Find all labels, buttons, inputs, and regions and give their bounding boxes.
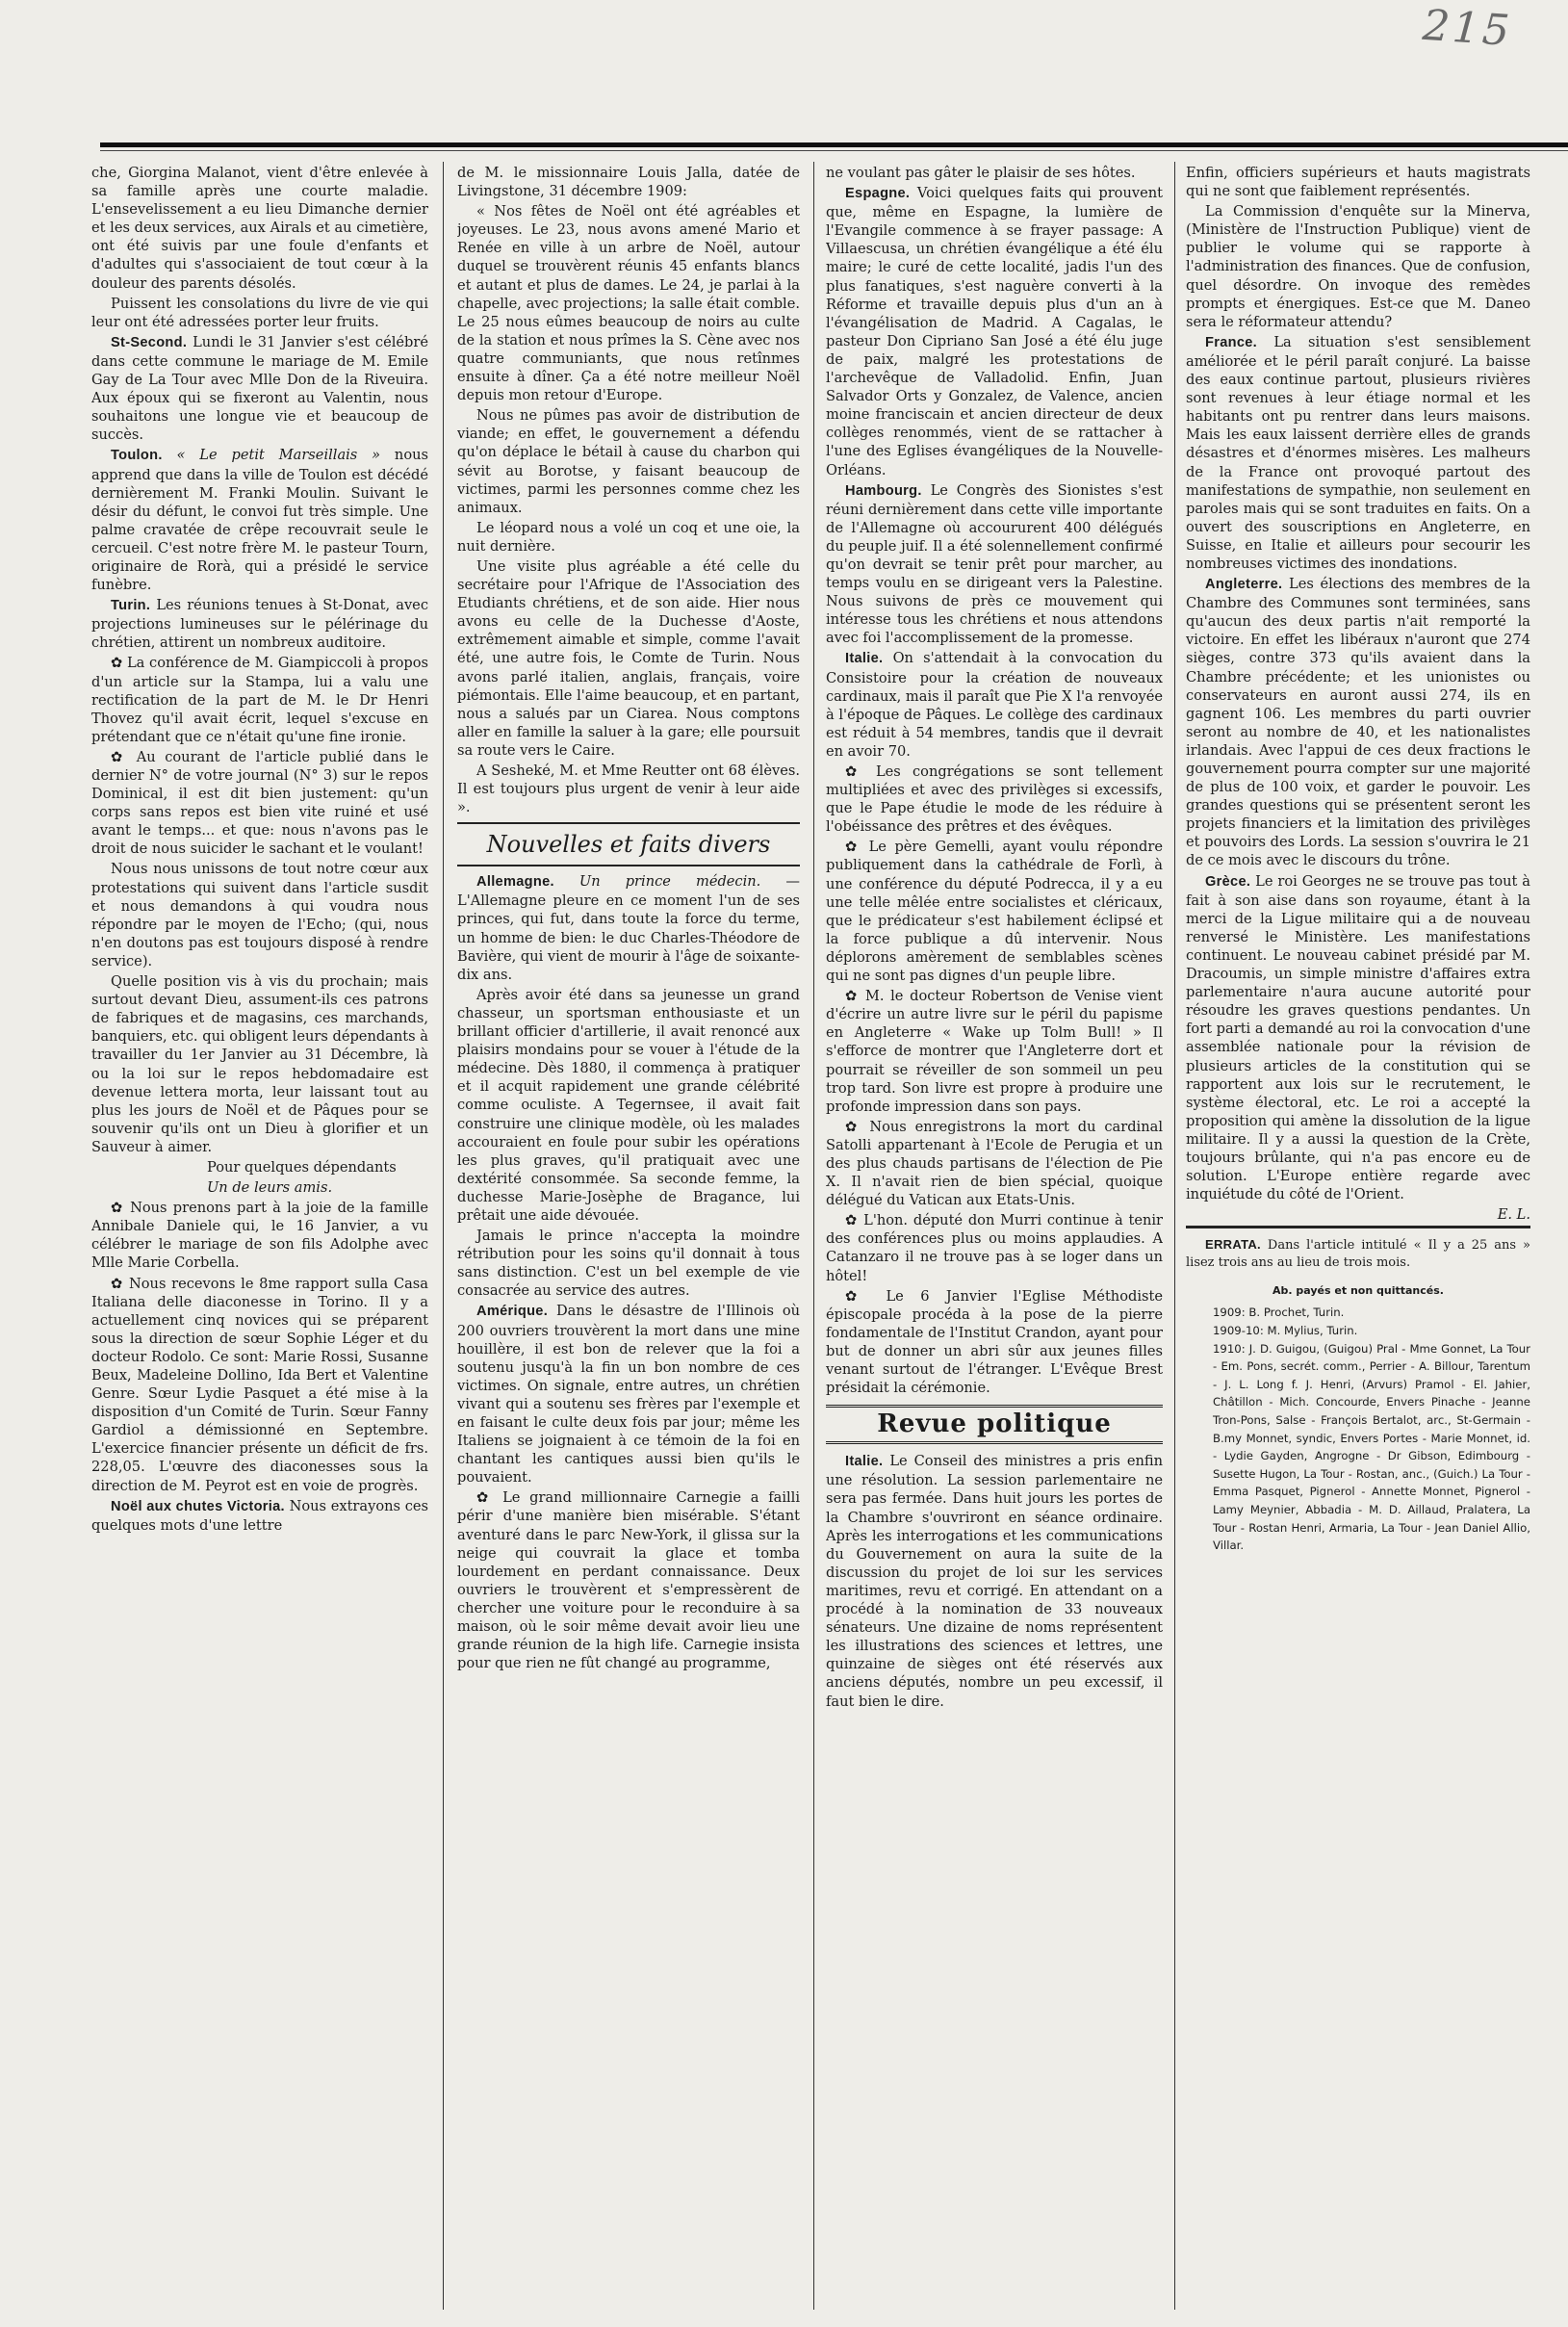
news-item-espagne: [826, 184, 1163, 479]
news-text: — L'Allemagne pleure en ce moment l'un de ses princes, qui fut, dans toute la force du terme, un homme de bien: le duc Charles-Théodore de Bavière, qui vient de mourir à l'âge de soixante-dix ans.: [457, 873, 800, 983]
news-item-amerique: [457, 1302, 800, 1487]
place-heading: Italie.: [845, 1454, 884, 1470]
news-text: Les réunions tenues à St-Donat, avec projections lumineuses sur le pélérinage du chrétien, attirent un nombreux auditoire.: [91, 597, 428, 652]
news-item: [457, 1488, 800, 1672]
news-text: Les élections des membres de la Chambre des Communes sont terminées, sans qu'aucun des deux partis n'ait remporté la victoire. En effet les libéraux n'auront que 274 sièges, contre 373 qu'ils avaient dans la Chambre précédente; et les unionistes ou conservateurs en auront aussi 274, ils en gagnent 106. Les membres du parti ouvrier seront au nombre de 40, et les nationalistes irlandais. Avec l'appui de ces deux fractions le gouvernement pourra compter sur une majorité de plus de 100 voix, et garder le pouvoir. Les grandes questions qui se présentent seront les projets financiers et la limitation des privilèges et pouvoirs des Lords. La session s'ouvrira le 21 de ce mois avec le discours du trône.: [1186, 576, 1530, 869]
news-item: [826, 763, 1163, 836]
news-text: L'hon. député don Murri continue à tenir des conférences plus ou moins applaudies. A Catanzaro il ne trouve pas à se loger dans un hôtel!: [826, 1212, 1163, 1284]
place-heading: Angleterre.: [1205, 577, 1283, 593]
news-text: Au courant de l'article publié dans le dernier N° de votre journal (N° 3) sur le repos Dominical, il est dit bien justement: qu'un corps sans repos est bien vite ruiné et usé avant le temps... et que: nous n'avons pas le droit de nous suicider le sachant et le voulant!: [91, 748, 428, 858]
place-heading: Grèce.: [1205, 873, 1251, 890]
paragraph: Nous ne pûmes pas avoir de distribution de viande; en effet, le gouvernement a défendu qu'on déplace le bétail à cause du charbon qui sévit au Borotse, y faisant beaucoup de victimes, parmi les personnes comme chez les animaux.: [457, 407, 800, 516]
column-divider: [443, 162, 444, 2310]
news-text: On s'attendait à la convocation du Consistoire pour la création de nouveaux cardinaux, mais il paraît que Pie X l'a renvoyée à l'époque de Pâques. Le collège des cardinaux est réduit à 54 membres, tandis que il devrait en avoir 70.: [826, 650, 1163, 760]
header-rule: [100, 142, 1568, 147]
bullet-ornament-icon: ✿: [845, 839, 861, 856]
news-item-grece: [1186, 872, 1530, 1204]
paragraph: de M. le missionnaire Louis Jalla, datée de Livingstone, 31 décembre 1909:: [457, 165, 800, 200]
news-text: La conférence de M. Giampiccoli à propos d'un article sur la Stampa, lui a valu une rectification de la part de M. le Dr Henri Thovez qu'il avait écrit, lequel s'excuse en prétendant que ce n'était qu'une fine ironie.: [91, 655, 428, 745]
paragraph: Nous nous unissons de tout notre cœur aux protestations qui suivent dans l'article susdit et nous demandons à qui voudra nous répondre par le moyen de l'Echo; (qui, nous n'en doutons pas est toujours disposé à rendre service).: [91, 861, 428, 970]
news-item: [826, 1211, 1163, 1284]
paragraph: che, Giorgina Malanot, vient d'être enlevée à sa famille après une courte maladie. L'ensevelissement a eu lieu Dimanche dernier et les deux services, aux Airals et au cimetière, ont été suivis par une foule d'enfants et d'adultes qui s'associaient de tout cœur à la douleur des parents désolés.: [91, 165, 428, 292]
news-text: Nous enregistrons la mort du cardinal Satolli appartenant à l'Ecole de Perugia et un des plus chauds partisans de l'élection de Pie X. Il n'avait rien de bien spécial, quoique délégué du Vatican aux Etats-Unis.: [826, 1118, 1163, 1209]
paragraph: Quelle position vis à vis du prochain; mais surtout devant Dieu, assument-ils ces patrons de fabriques et de magasins, ces marchands, banquiers, etc. qui obligent leurs dépendants à travailler du 1er Janvier au 31 Décembre, là ou la loi sur le repos hebdomadaire est devenue lettera morta, leur laissant tout au plus les jours de Noël et de Pâques pour se souvenir qu'ils ont un Dieu à glorifier et un Sauveur à aimer.: [91, 973, 428, 1155]
news-item-hambourg: [826, 481, 1163, 648]
paragraph: La Commission d'enquête sur la Minerva, (Ministère de l'Instruction Publique) vient de publier le volume qui se rapporte à l'administration des finances. Que de confusion, quel désordre. On invoque des remèdes prompts et énergiques. Est-ce que M. Daneo sera le réformateur attendu?: [1186, 203, 1530, 330]
news-item-allemagne: [457, 872, 800, 984]
subscription-line: 1909: B. Prochet, Turin.: [1213, 1306, 1345, 1320]
news-text: Le Conseil des ministres a pris enfin une résolution. La session parlementaire ne sera pas fermée. Dans huit jours les portes de la Chambre s'ouvriront en séance ordinaire. Après les interrogations et les communications du Gouvernement on aura la suite de la discussion du projet de loi sur les services maritimes, revu et corrigé. En attendant on a procédé à la nomination de 33 nouveaux sénateurs. Une dizaine de noms représentent les illustrations des sciences et lettres, une quinzaine de sièges ont été réservés aux anciens députés, nombre un peu excessif, il faut bien le dire.: [826, 1453, 1163, 1710]
news-item-st-second: [91, 333, 428, 445]
bullet-ornament-icon: ✿: [111, 748, 128, 765]
news-item: [91, 1275, 428, 1495]
place-heading: Toulon.: [111, 448, 163, 464]
place-heading: St-Second.: [111, 334, 188, 350]
place-heading: Espagne.: [845, 186, 911, 202]
news-text: Le grand millionnaire Carnegie a failli périr d'une manière bien misérable. S'étant aventuré dans le parc New-York, il glissa sur la neige qui couvrait la glace et tomba lourdement en perdant connaissance. Deux ouvriers le trouvèrent et s'empressèrent de chercher une voiture pour le reconduire à sa maison, où le soir même devait avoir lieu une grande réunion de la high life. Carnegie insista pour que rien ne fût changé au programme,: [457, 1489, 800, 1672]
news-item-victoria: [91, 1497, 428, 1535]
news-text: Dans le désastre de l'Illinois où 200 ouvriers trouvèrent la mort dans une mine houillère, il est bon de relever que la foi a soutenu jusqu'à la fin un bon nombre de ces victimes. On signale, entre autres, un chrétien vivant qui a soutenu ses frères par l'exemple et en faisant le culte deux fois par jour; même les Italiens se joignaient à ce témoin de la foi en chantant les cantiques aussi bien qu'ils le pouvaient.: [457, 1303, 800, 1487]
column-2: [457, 164, 800, 2310]
section-title-revue-politique: Revue politique: [826, 1405, 1163, 1444]
column-divider: [1174, 162, 1175, 2310]
news-text: Le roi Georges ne se trouve pas tout à fait à son aise dans son royaume, étant à la merci de la Ligue militaire qui a de nouveau renversé le Ministère. Les manifestations continuent. Le nouveau cabinet présidé par M. Dracoumis, un simple ministre d'affaires extra parlementaire n'aura aucune autorité pour résoudre les graves questions pendantes. Un fort parti a demandé au roi la convocation d'une assemblée nationale pour la révision de plusieurs articles de la constitution qui se rapportent aux lois sur le recrutement, le système électoral, etc. Le roi a accepté la proposition qui amène la dissolution de la ligue militaire. Il y a aussi la question de la Crète, toujours brûlante, qui n'a pas encore eu de solution. L'Europe entière regarde avec inquiétude du côté de l'Orient.: [1186, 872, 1530, 1203]
place-heading: France.: [1205, 334, 1258, 350]
news-text: Nous extrayons ces quelques mots d'une lettre: [91, 1497, 428, 1534]
news-item-turin: [91, 596, 428, 652]
subscriptions-title: Ab. payés et non quittancés.: [1272, 1284, 1444, 1298]
paragraph: Après avoir été dans sa jeunesse un grand chasseur, un sportsman enthousiaste et un brillant officier d'artillerie, il avait renoncé aux plaisirs mondains pour se vouer à l'étude de la médecine. Dès 1880, il commença à pratiquer et il acquit rapidement une grande célébrité comme oculiste. A Tegernsee, il avait fait construire une clinique modèle, où les malades accouraient en foule pour subir les opérations les plus graves, qu'il pratiquait avec une dextérité consommée. Sa seconde femme, la duchesse Marie-Josèphe de Bragance, lui prêtait une aide dévouée.: [457, 986, 800, 1224]
news-text: Nous recevons le 8me rapport sulla Casa Italiana delle diaconesse in Torino. Il y a actuellement cinq novices qui se préparent sous la direction de sœur Sophie Léger et du docteur Rodolo. Ce sont: Marie Rossi, Susanne Beux, Madeleine Dollino, Ida Bert et Valentine Genre. Sœur Lydie Pasquet a été mise à la disposition d'un Comité de Turin. Sœur Fanny Gardiol a démissionné en Septembre. L'exercice financier présente un déficit de frs. 228,05. L'œuvre des diaconesses sous la direction de M. Peyrot est en voie de progrès.: [91, 1275, 428, 1494]
subscriptions-list: [1186, 1304, 1530, 1554]
signature-text: Un de leurs amis.: [207, 1179, 333, 1197]
news-text: Les congrégations se sont tellement multipliées et avec des privilèges si excessifs, que le Pape étudie le mode de les réduire à l'obéissance des prêtres et des évêques.: [826, 763, 1163, 836]
source-title: « Le petit Marseillais »: [162, 447, 381, 464]
paragraph: Enfin, officiers supérieurs et hauts magistrats qui ne sont que faiblement représentés.: [1186, 165, 1530, 200]
news-item-italie: [826, 649, 1163, 761]
paragraph: ne voulant pas gâter le plaisir de ses hôtes.: [826, 165, 1136, 181]
bullet-ornament-icon: ✿: [845, 763, 864, 780]
paragraph: Le léopard nous a volé un coq et une oie, la nuit dernière.: [457, 519, 800, 555]
news-text: La situation s'est sensiblement améliorée et le péril paraît conjuré. La baisse des eaux continue partout, plusieurs rivières sont revenues à leur étiage normal et les habitants ont pu rentrer dans leurs maisons. Mais les eaux laissent derrière elles de grands désastres et d'énormes misères. Les malheurs de la France ont provoqué partout des manifestations de sympathie, non seulement en paroles mais qui se sont traduites en faits. On a ouvert des souscriptions en Angleterre, en Suisse, en Italie et ailleurs pour secourir les nombreuses victimes des inondations.: [1186, 333, 1530, 572]
news-text: Voici quelques faits qui prouvent que, même en Espagne, la lumière de l'Evangile commence à se frayer passage: A Villaescusa, un chrétien évangélique a été élu maire; le curé de cette localité, jadis l'un des plus fanatiques, s'est naguère converti à la Réforme et travaille depuis plus d'un an à l'évangélisation de Madrid. A Cagalas, le pasteur Don Cipriano San José a été élu juge de paix, malgré les protestations de l'archevêque de Valladolid. Enfin, Juan Salvador Orts y Gonzalez, de Valence, ancien moine franciscain et ancien directeur de deux collèges renommés, vient de se rattacher à l'une des Eglises évangéliques de la Nouvelle-Orléans.: [826, 185, 1163, 478]
column-divider: [813, 162, 814, 2310]
news-text: Lundi le 31 Janvier s'est célébré dans cette commune le mariage de M. Emile Gay de La Tour avec Mlle Don de la Riveuira. Aux époux qui se fixeront au Valentin, nous souhaitons une longue vie et beaucoup de succès.: [91, 333, 428, 444]
errata-text: Dans l'article intitulé « Il y a 25 ans » lisez trois ans au lieu de trois mois.: [1186, 1238, 1530, 1271]
place-heading: Noël aux chutes Victoria.: [111, 1498, 285, 1514]
errata-note: [1186, 1226, 1530, 1272]
subheading: Un prince médecin.: [553, 873, 761, 891]
subscription-line: 1909-10: M. Mylius, Turin.: [1213, 1324, 1358, 1338]
place-heading: Italie.: [845, 651, 884, 667]
header-rule-thin: [100, 150, 1568, 151]
news-text: Le père Gemelli, ayant voulu répondre publiquement dans la cathédrale de Forlì, à une conférence du député Podrecca, il y a eu une telle mêlée entre socialistes et cléricaux, que le prédicateur s'est habilement éclipsé et la force publique a dû intervenir. Nous déplorons amèrement de semblables scènes qui ne sont pas dignes d'un peuple libre.: [826, 839, 1163, 985]
bullet-ornament-icon: ✿: [845, 1287, 870, 1305]
signature-line: Pour quelques dépendants: [207, 1158, 397, 1176]
bullet-ornament-icon: ✿: [845, 988, 860, 1005]
place-heading: Hambourg.: [845, 482, 922, 499]
place-heading: Amérique.: [476, 1304, 549, 1320]
paragraph: « Nos fêtes de Noël ont été agréables et joyeuses. Le 23, nous avons amené Mario et Renée en ville à un arbre de Noël, autour duquel se trouvèrent réunis 45 enfants blancs et autant et plus de dames. Le 24, je parlai à la chapelle, avec projections; la salle était comble. Le 25 nous eûmes beaucoup de noirs au culte de la station et nous prîmes la S. Cène avec nos quatre communiants, que nous retînmes ensuite à dîner. Ça a été notre meilleur Noël depuis mon retour d'Europe.: [457, 203, 800, 404]
news-item-toulon: [91, 446, 428, 594]
column-3: [826, 164, 1163, 2310]
news-item: [826, 1118, 1163, 1209]
bullet-ornament-icon: ✿: [111, 655, 123, 672]
news-text: Le 6 Janvier l'Eglise Méthodiste épiscopale procéda à la pose de la pierre fondamentale de l'Institut Crandon, ayant pour but de donner un abri sûr aux jeunes filles venant surtout de l'étranger. L'Evêque Brest présidait la cérémonie.: [826, 1287, 1163, 1397]
news-item: [826, 838, 1163, 985]
signature: [91, 1178, 428, 1197]
bullet-ornament-icon: ✿: [845, 1212, 859, 1229]
column-1: [91, 164, 428, 2310]
news-item: [826, 987, 1163, 1116]
news-item: [91, 748, 428, 859]
author-signature: E. L.: [1497, 1206, 1530, 1224]
news-item: [826, 1287, 1163, 1398]
news-item-angleterre: [1186, 575, 1530, 870]
news-item: [91, 1199, 428, 1272]
news-item-italie-politique: [826, 1452, 1163, 1710]
news-text: Nous prenons part à la joie de la famille Annibale Daniele qui, le 16 Janvier, a vu célébrer le mariage de son fils Adolphe avec Mlle Marie Corbella.: [91, 1200, 428, 1272]
paragraph: Une visite plus agréable a été celle du secrétaire pour l'Afrique de l'Association des Etudiants chrétiens, et de son aide. Hier nous avons eu celle de la Duchesse d'Aoste, extrêmement aimable et simple, comme l'avait été, une autre fois, le Comte de Turin. Nous avons parlé italien, anglais, français, voire piémontais. Elle l'aime beaucoup, et en partant, nous a salués par un Ciarea. Nous comptons aller en famille la saluer à la gare; elle poursuit sa route vers le Caire.: [457, 557, 800, 759]
bullet-ornament-icon: ✿: [111, 1275, 124, 1292]
news-item: [91, 654, 428, 745]
paragraph: Jamais le prince n'accepta la moindre rétribution pour les soins qu'il donnait à tous sans distinction. C'est un bel exemple de vie consacrée au service des autres.: [457, 1228, 800, 1300]
place-heading: Turin.: [111, 598, 151, 614]
page-folio-number: 215: [1421, 0, 1514, 57]
news-text: Le Congrès des Sionistes s'est réuni dernièrement dans cette ville importante de l'Allemagne où accoururent 400 délégués du peuple juif. Il a été solennellement confirmé qu'on devrait se tenir prêt pour marcher, au temps voulu en se dirigeant vers la Palestine. Nous suivons de près ce mouvement qui intéresse tous les chrétiens et nous attendons avec foi l'accomplissement de la promesse.: [826, 481, 1163, 647]
bullet-ornament-icon: ✿: [476, 1489, 494, 1507]
column-4: [1186, 164, 1530, 2310]
bullet-ornament-icon: ✿: [111, 1200, 124, 1217]
news-item-france: [1186, 333, 1530, 573]
paragraph: Puissent les consolations du livre de vie qui leur ont été adressées porter leur fruits.: [91, 295, 428, 330]
subscription-line: 1910: J. D. Guigou, (Guigou) Pral - Mme Gonnet, La Tour - Em. Pons, secrét. comm., Perrier - A. Billour, Tarentum - J. L. Long f. J. Henri, (Arvurs) Pramol - El. Jahier, Châtillon - Mich. Concourde, Envers Pinache - Jeanne Tron-Pons, Salse - François Bertalot, arc., St-Germain - B.my Monnet, syndic, Envers Portes - Marie Monnet, id. - Lydie Gayden, Angrogne - Dr Gibson, Edimbourg - Susette Hugon, La Tour - Rostan, anc., (Guich.) La Tour - Emma Pasquet, Pignerol - Annette Monnet, Pignerol - Lamy Meynier, Abbadia - M. D. Aillaud, Pralatera, La Tour - Rostan Henri, Armaria, La Tour - Jean Daniel Allio, Villar.: [1213, 1341, 1530, 1553]
errata-heading: ERRATA.: [1205, 1237, 1261, 1253]
section-title-nouvelles: Nouvelles et faits divers: [457, 822, 800, 866]
news-text: nous apprend que dans la ville de Toulon est décédé dernièrement M. Franki Moulin. Suivant le désir du défunt, le convoi fut très simple. Une palme cravatée de crêpe recouvrait seule le cercueil. C'est notre frère M. le pasteur Tourn, originaire de Rorà, qui a présidé le service funèbre.: [91, 447, 428, 594]
bullet-ornament-icon: ✿: [845, 1118, 861, 1135]
news-text: M. le docteur Robertson de Venise vient d'écrire un autre livre sur le péril du papisme en Angleterre « Wake up Tolm Bull! » Il s'efforce de montrer que l'Angleterre dort et pourrait se réveiller de son sommeil un peu trop tard. Son livre est propre à produire une profonde impression dans son pays.: [826, 988, 1163, 1115]
place-heading: Allemagne.: [476, 874, 554, 891]
paragraph: A Sesheké, M. et Mme Reutter ont 68 élèves. Il est toujours plus urgent de venir à leur aide ».: [457, 763, 800, 816]
